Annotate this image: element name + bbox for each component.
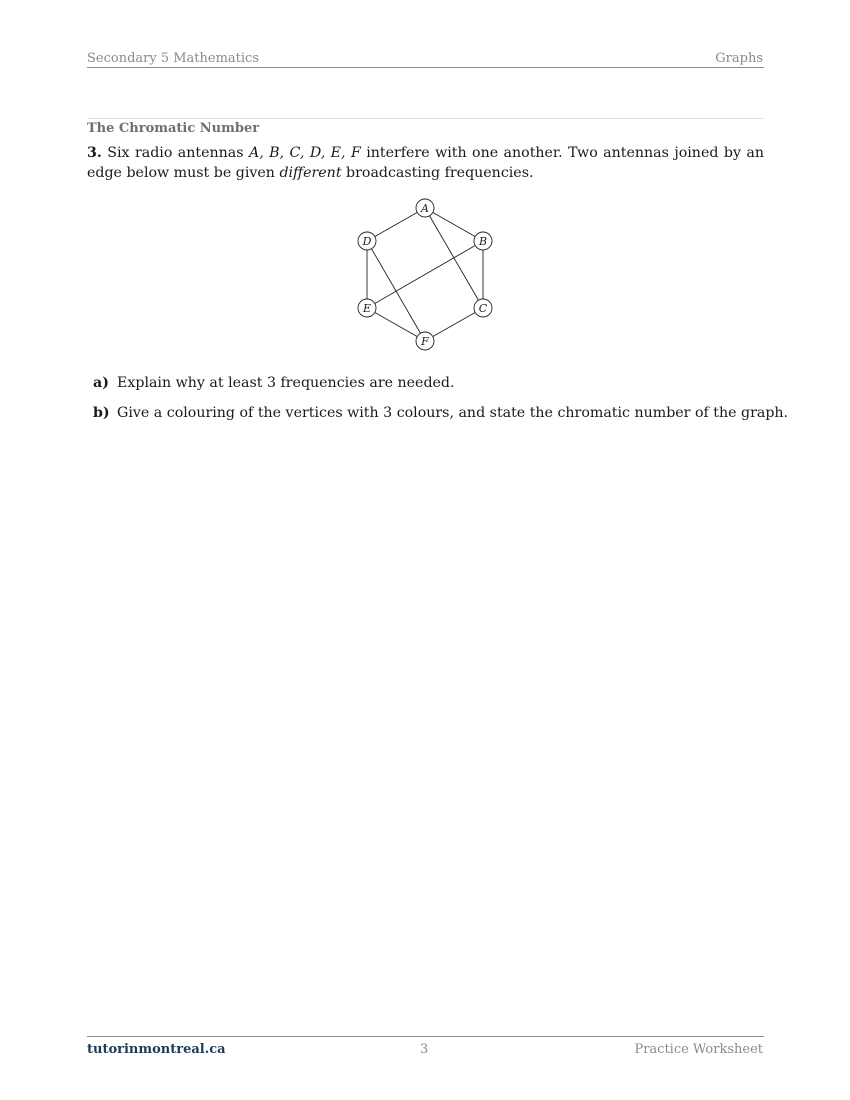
vertex-label: D: [362, 235, 372, 248]
vertex-label: F: [421, 335, 429, 348]
problem-vertex-list: A, B, C, D, E, F: [248, 145, 361, 161]
problem-text-2: interfere with one another. Two antennas joined by an edge below must be given: [87, 145, 764, 181]
vertex-label: A: [421, 202, 429, 215]
vertex-D: [358, 232, 376, 250]
footer-rule: [87, 1036, 764, 1037]
footer-label: Practice Worksheet: [634, 1042, 763, 1057]
problem-number: 3.: [87, 145, 102, 161]
page-number: 3: [420, 1042, 429, 1057]
header-course: Secondary 5 Mathematics: [87, 51, 260, 66]
vertex-label: E: [362, 302, 372, 315]
vertex-label: C: [478, 302, 488, 315]
part-b-label: b): [93, 405, 110, 421]
part-b: [93, 404, 788, 423]
edge-CF: [425, 308, 483, 341]
section-rule: [87, 118, 764, 119]
problem-text-1: Six radio antennas: [101, 145, 249, 161]
edge-BE: [367, 241, 483, 308]
problem-emphasis: different: [279, 164, 342, 181]
edge-DA: [367, 208, 425, 241]
edge-AB: [425, 208, 483, 241]
vertex-label: B: [478, 235, 488, 248]
antenna-graph: [350, 195, 500, 355]
vertex-F: [416, 332, 434, 350]
footer-website[interactable]: tutorinmontreal.ca: [87, 1042, 226, 1057]
edge-FE: [367, 308, 425, 341]
vertex-B: [474, 232, 492, 250]
section-title: The Chromatic Number: [87, 121, 260, 136]
problem-statement: [87, 144, 764, 183]
problem-text-3: broadcasting frequencies.: [341, 164, 534, 181]
header-rule: [87, 67, 764, 68]
vertex-C: [474, 299, 492, 317]
part-a-label: a): [93, 375, 109, 391]
part-a: [93, 374, 455, 393]
part-a-text: Explain why at least 3 frequencies are needed.: [117, 375, 455, 391]
header-topic: Graphs: [715, 51, 763, 66]
vertex-E: [358, 299, 376, 317]
part-b-text: Give a colouring of the vertices with 3 colours, and state the chromatic number of the graph.: [117, 405, 789, 421]
vertex-A: [416, 199, 434, 217]
graph-edges: [367, 208, 483, 341]
